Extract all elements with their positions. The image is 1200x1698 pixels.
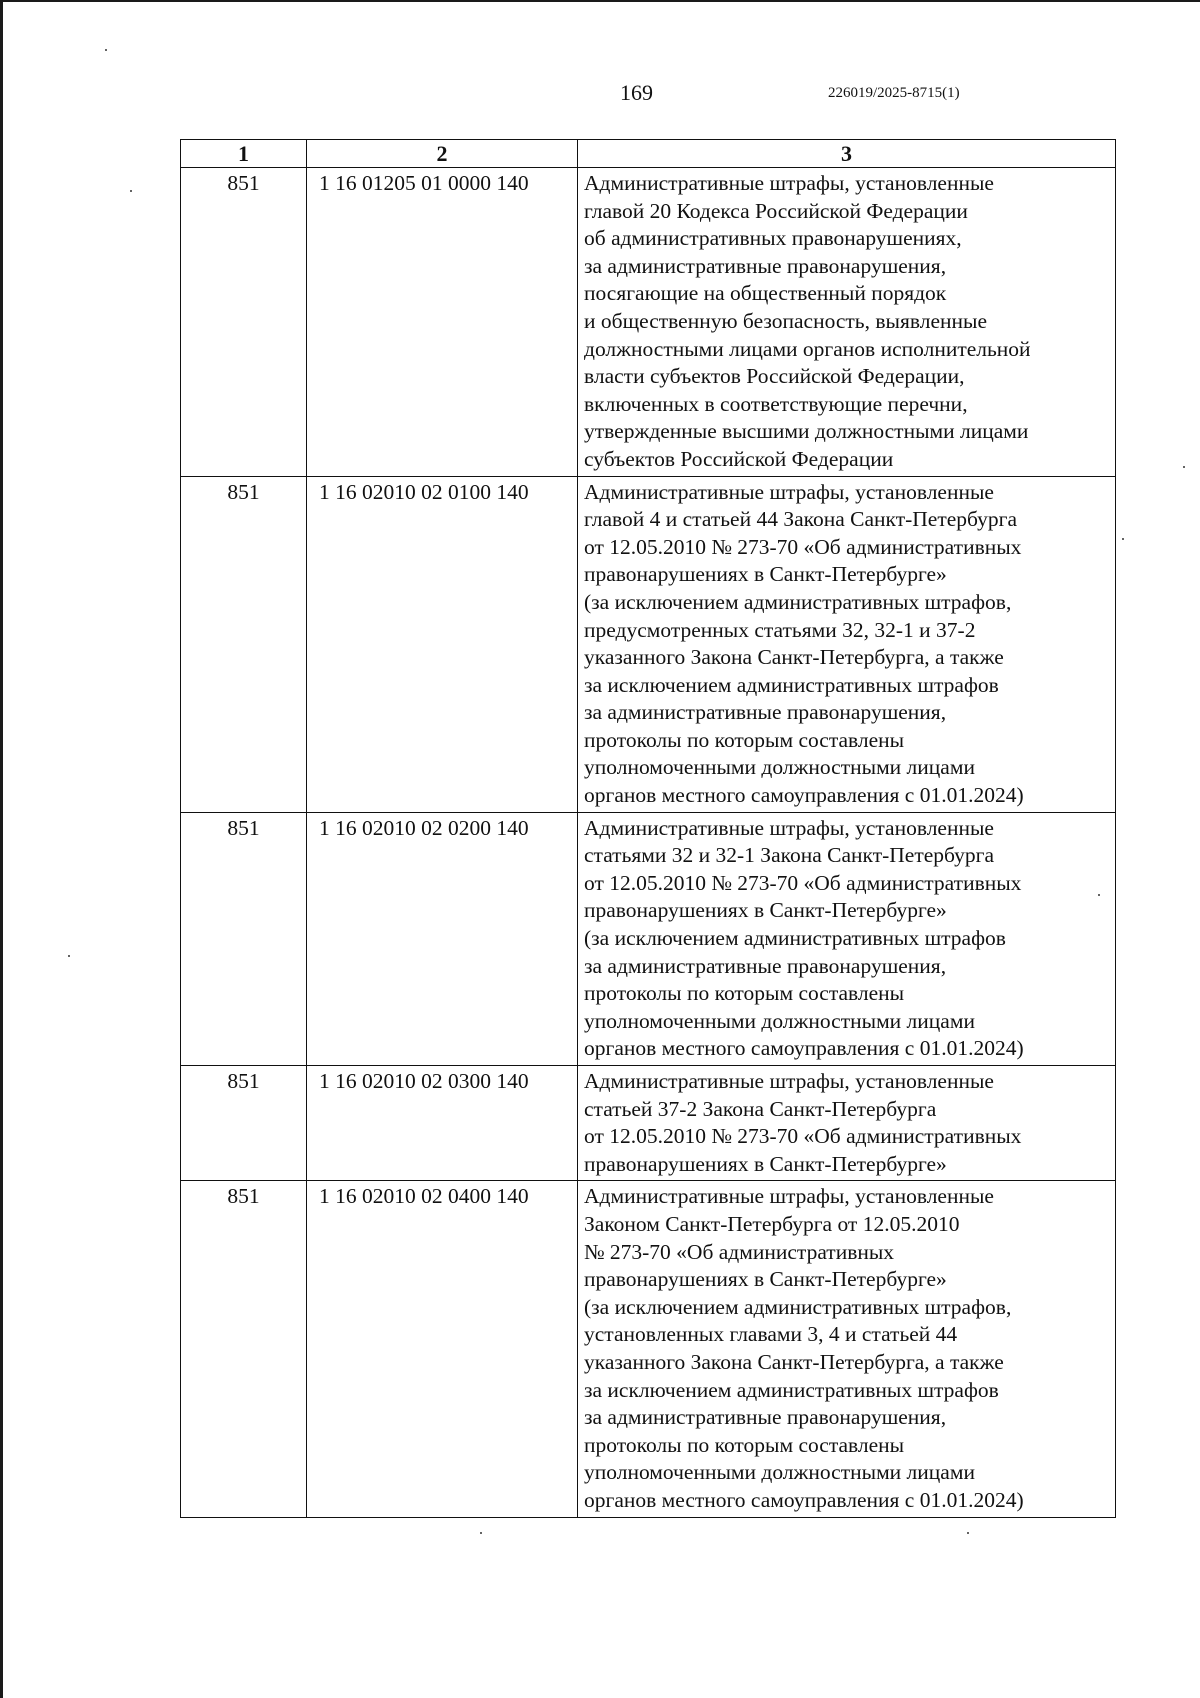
description-line: от 12.05.2010 № 273-70 «Об административных	[584, 534, 1022, 559]
page-number: 169	[620, 80, 653, 105]
scan-speck	[967, 1532, 969, 1534]
description-line: правонарушениях в Санкт-Петербурге»	[584, 1267, 947, 1292]
description-line: от 12.05.2010 № 273-70 «Об административных	[584, 1124, 1022, 1149]
description-line: должностными лицами органов исполнительной	[584, 336, 1031, 361]
budget-classification-code-cell: 1 16 02010 02 0300 140	[307, 1066, 578, 1181]
document-reference: 226019/2025-8715(1)	[828, 85, 960, 101]
description-line: об административных правонарушениях,	[584, 226, 962, 251]
table-row	[181, 1066, 1116, 1181]
table-row	[181, 168, 1116, 477]
description-line: за исключением административных штрафов	[584, 1377, 999, 1402]
column-header: 1	[181, 140, 307, 168]
description-line: Административные штрафы, установленные	[584, 1184, 994, 1209]
description-line: органов местного самоуправления с 01.01.2024)	[584, 1036, 1024, 1061]
scan-speck	[1183, 466, 1185, 468]
description-line: за административные правонарушения,	[584, 253, 947, 278]
scan-edge-top	[0, 0, 1200, 2]
description-line: указанного Закона Санкт-Петербурга, а также	[584, 1349, 1004, 1374]
description-line: статьями 32 и 32-1 Закона Санкт-Петербурга	[584, 843, 994, 868]
description-line: (за исключением административных штрафов,	[584, 1294, 1012, 1319]
description-line: от 12.05.2010 № 273-70 «Об административных	[584, 870, 1022, 895]
revenue-description-cell	[578, 812, 1116, 1065]
table-row	[181, 476, 1116, 812]
budget-classification-code-cell: 1 16 02010 02 0400 140	[307, 1181, 578, 1517]
description-line: № 273-70 «Об административных	[584, 1239, 895, 1264]
scan-speck	[68, 955, 70, 957]
administrator-code-cell: 851	[181, 476, 307, 812]
description-line: посягающие на общественный порядок	[584, 281, 947, 306]
description-line: установленных главами 3, 4 и статьей 44	[584, 1322, 958, 1347]
description-line: Законом Санкт-Петербурга от 12.05.2010	[584, 1211, 960, 1236]
description-line: Административные штрафы, установленные	[584, 171, 994, 195]
description-line: и общественную безопасность, выявленные	[584, 308, 987, 333]
description-line: за административные правонарушения,	[584, 953, 947, 978]
description-line: включенных в соответствующие перечни,	[584, 391, 968, 416]
revenue-description-cell	[578, 1181, 1116, 1517]
table-row	[181, 1181, 1116, 1517]
column-header: 3	[578, 140, 1116, 168]
column-header: 2	[307, 140, 578, 168]
description-line: правонарушениях в Санкт-Петербурге»	[584, 562, 947, 587]
scan-edge-left	[0, 0, 3, 1698]
description-line: органов местного самоуправления с 01.01.2024)	[584, 1487, 1024, 1512]
revenue-codes-table	[180, 139, 1116, 1518]
description-line: уполномоченными должностными лицами	[584, 1460, 975, 1485]
scan-speck	[480, 1532, 482, 1534]
description-line: Административные штрафы, установленные	[584, 815, 994, 840]
description-line: власти субъектов Российской Федерации,	[584, 364, 965, 389]
description-line: органов местного самоуправления с 01.01.2024)	[584, 783, 1024, 808]
description-line: правонарушениях в Санкт-Петербурге»	[584, 1151, 947, 1176]
description-line: Административные штрафы, установленные	[584, 479, 994, 504]
administrator-code-cell: 851	[181, 812, 307, 1065]
administrator-code-cell: 851	[181, 1181, 307, 1517]
description-line: Административные штрафы, установленные	[584, 1069, 994, 1093]
description-line: протоколы по которым составлены	[584, 981, 905, 1006]
table-body	[181, 168, 1116, 1518]
revenue-description-cell	[578, 168, 1116, 477]
description-line: (за исключением административных штрафов	[584, 926, 1006, 951]
revenue-description-cell	[578, 476, 1116, 812]
description-line: за исключением административных штрафов	[584, 672, 999, 697]
description-line: (за исключением административных штрафов,	[584, 589, 1012, 614]
description-line: правонарушениях в Санкт-Петербурге»	[584, 898, 947, 923]
table-header-row	[181, 140, 1116, 168]
description-line: уполномоченными должностными лицами	[584, 1008, 975, 1033]
description-line: утвержденные высшими должностными лицами	[584, 419, 1029, 444]
budget-classification-code-cell: 1 16 01205 01 0000 140	[307, 168, 578, 477]
description-line: предусмотренных статьями 32, 32-1 и 37-2	[584, 617, 976, 642]
scan-speck	[1122, 538, 1124, 540]
budget-classification-code-cell: 1 16 02010 02 0100 140	[307, 476, 578, 812]
revenue-description-cell	[578, 1066, 1116, 1181]
description-line: за административные правонарушения,	[584, 1405, 947, 1430]
description-line: субъектов Российской Федерации	[584, 446, 894, 471]
description-line: за административные правонарушения,	[584, 700, 947, 725]
administrator-code-cell: 851	[181, 168, 307, 477]
budget-classification-code-cell: 1 16 02010 02 0200 140	[307, 812, 578, 1065]
description-line: протоколы по которым составлены	[584, 727, 905, 752]
description-line: протоколы по которым составлены	[584, 1432, 905, 1457]
scan-speck	[105, 49, 107, 51]
description-line: главой 20 Кодекса Российской Федерации	[584, 198, 968, 223]
description-line: указанного Закона Санкт-Петербурга, а также	[584, 645, 1004, 670]
administrator-code-cell: 851	[181, 1066, 307, 1181]
description-line: уполномоченными должностными лицами	[584, 755, 975, 780]
scan-speck	[130, 190, 132, 192]
description-line: главой 4 и статьей 44 Закона Санкт-Петербурга	[584, 507, 1018, 532]
description-line: статьей 37-2 Закона Санкт-Петербурга	[584, 1096, 937, 1121]
table-row	[181, 812, 1116, 1065]
